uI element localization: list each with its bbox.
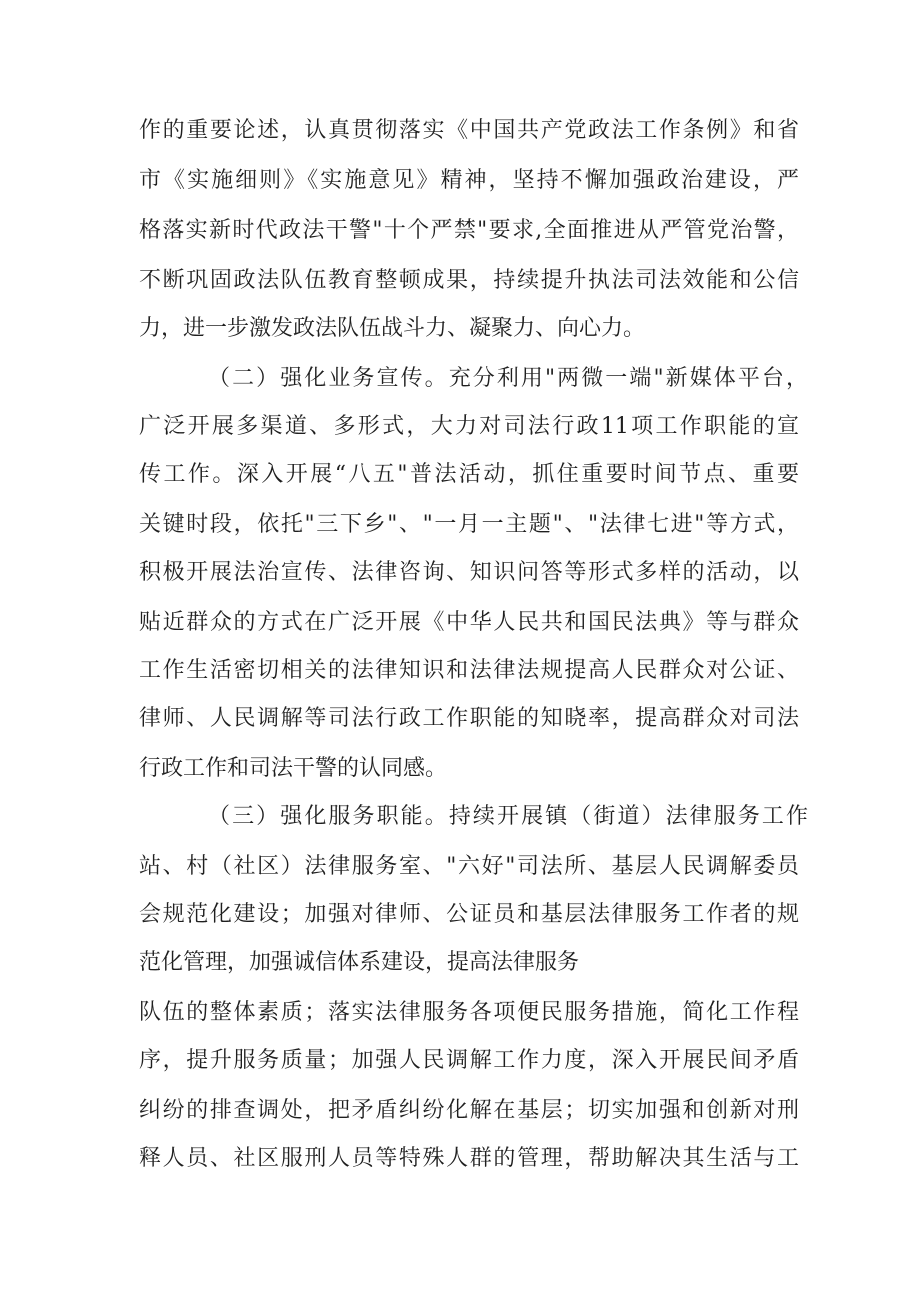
text-line: 队伍的整体素质；落实法律服务各项便民服务措施，简化工作程 [139, 1000, 799, 1025]
text-line: 格落实新时代政法干警"十个严禁"要求,全面推进从严管党治警， [139, 218, 799, 243]
text-line: 工作生活密切相关的法律知识和法律法规提高人民群众对公证、 [139, 658, 799, 683]
text-line: 关键时段，依托"三下乡"、"一月一主题"、"法律七进"等方式， [139, 512, 799, 537]
text-line: 序，提升服务质量；加强人民调解工作力度，深入开展民间矛盾 [139, 1048, 799, 1073]
text-line: 广泛开展多渠道、多形式，大力对司法行政11项工作职能的宣 [139, 414, 799, 439]
paragraph-heading-line: （三）强化服务职能。持续开展镇（街道）法律服务工作 [208, 804, 808, 829]
text-line: 范化管理，加强诚信体系建设，提高法律服务 [139, 950, 580, 975]
text-line: 不断巩固政法队伍教育整顿成果，持续提升执法司法效能和公信 [139, 268, 799, 293]
text-line: 律师、人民调解等司法行政工作职能的知晓率，提高群众对司法 [139, 706, 799, 731]
text-line: 会规范化建设；加强对律师、公证员和基层法律服务工作者的规 [139, 902, 799, 927]
text-line: 市《实施细则》《实施意见》精神，坚持不懈加强政治建设，严 [139, 168, 799, 193]
paragraph-heading-line: （二）强化业务宣传。充分利用"两微一端"新媒体平台， [208, 366, 808, 391]
text-line: 贴近群众的方式在广泛开展《中华人民共和国民法典》等与群众 [139, 610, 799, 635]
text-line: 力，进一步激发政法队伍战斗力、凝聚力、向心力。 [139, 316, 646, 341]
text-line: 传工作。深入开展“八五"普法活动，抓住重要时间节点、重要 [139, 462, 799, 487]
text-line: 作的重要论述，认真贯彻落实《中国共产党政法工作条例》和省 [139, 118, 799, 143]
text-line: 行政工作和司法干警的认同感。 [139, 756, 448, 781]
text-line: 站、村（社区）法律服务室、"六好"司法所、基层人民调解委员 [139, 854, 799, 879]
text-line: 积极开展法治宣传、法律咨询、知识问答等形式多样的活动，以 [139, 560, 799, 585]
text-line: 纠纷的排查调处，把矛盾纠纷化解在基层；切实加强和创新对刑 [139, 1098, 799, 1123]
text-line: 释人员、社区服刑人员等特殊人群的管理，帮助解决其生活与工 [139, 1146, 799, 1171]
